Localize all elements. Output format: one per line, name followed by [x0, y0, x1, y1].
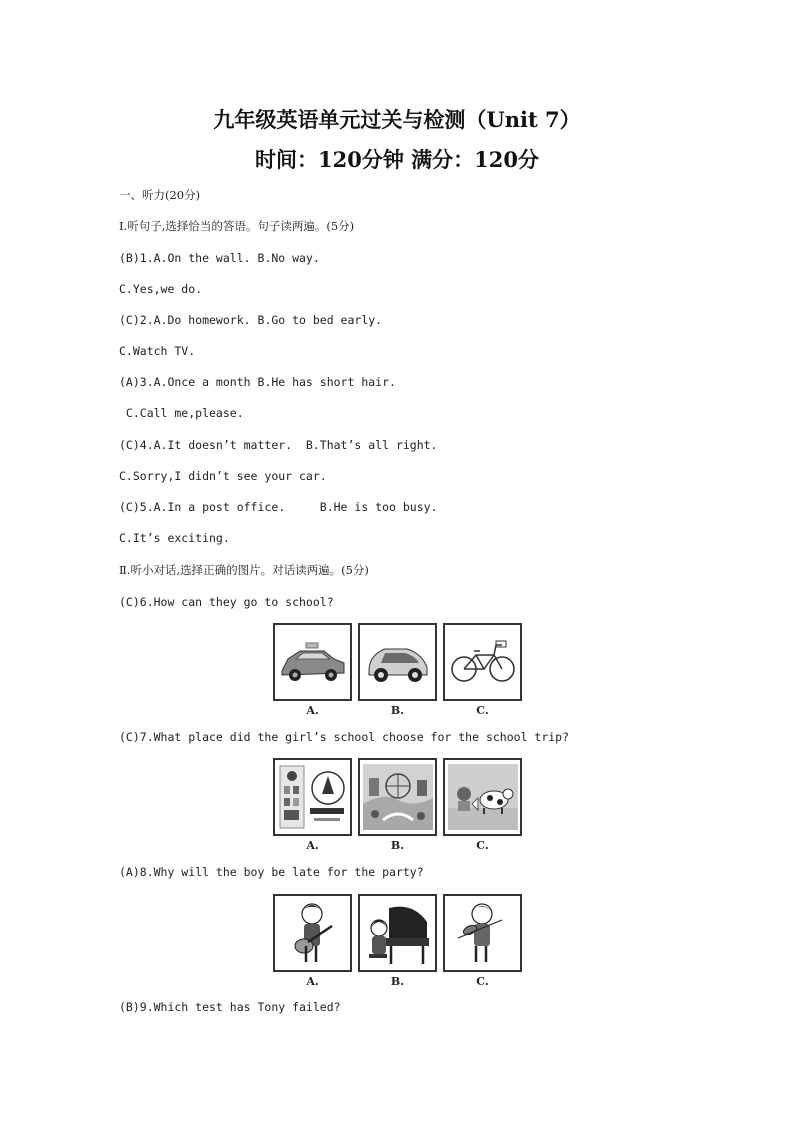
question-6: (C)6.How can they go to school? [119, 595, 334, 609]
question-8-pictures [273, 894, 522, 988]
question-line: (B)1.A.On the wall. B.No way. [119, 251, 320, 265]
option-b [358, 758, 437, 852]
option-label: C. [476, 704, 489, 717]
question-line: (C)5.A.In a post office. B.He is too busy. [119, 500, 438, 514]
question-line: (C)2.A.Do homework. B.Go to bed early. [119, 313, 383, 327]
option-label: C. [476, 975, 489, 988]
car-icon [363, 637, 433, 687]
question-6-pictures [273, 623, 522, 717]
girl-piano-icon [363, 898, 433, 968]
taxi-icon [278, 637, 348, 687]
option-c [443, 623, 522, 717]
question-line: C.Yes,we do. [119, 282, 203, 296]
question-7-pictures [273, 758, 522, 852]
question-line: (A)3.A.Once a month B.He has short hair. [119, 375, 396, 389]
section-heading: 一、听力(20分) [119, 188, 201, 202]
question-line: C.It’s exciting. [119, 531, 230, 545]
museum-poster-icon [278, 764, 348, 830]
option-label: B. [390, 839, 405, 852]
option-b [358, 894, 437, 988]
amusement-park-icon [363, 764, 433, 830]
question-8: (A)8.Why will the boy be late for the party? [119, 865, 424, 879]
option-c [443, 894, 522, 988]
bicycle-icon [448, 637, 518, 687]
question-line: C.Call me,please. [119, 406, 244, 420]
option-c [443, 758, 522, 852]
page-subtitle: 时间：120分钟 满分：120分 [255, 147, 539, 172]
option-a [273, 758, 352, 852]
option-label: A. [306, 839, 319, 852]
option-b [358, 623, 437, 717]
option-label: B. [390, 704, 405, 717]
question-9: (B)9.Which test has Tony failed? [119, 1000, 341, 1014]
boy-guitar-icon [278, 898, 348, 968]
part1-heading: Ⅰ.听句子,选择恰当的答语。句子读两遍。(5分) [119, 219, 355, 233]
question-7: (C)7.What place did the girl’s school choose for the school trip? [119, 730, 570, 744]
option-label: B. [390, 975, 405, 988]
option-label: A. [306, 975, 319, 988]
option-a [273, 894, 352, 988]
boy-violin-icon [448, 898, 518, 968]
option-label: C. [476, 839, 489, 852]
option-label: A. [306, 704, 319, 717]
question-line: C.Sorry,I didn’t see your car. [119, 469, 327, 483]
question-line: C.Watch TV. [119, 344, 196, 358]
option-a [273, 623, 352, 717]
farm-animals-icon [448, 764, 518, 830]
page-title: 九年级英语单元过关与检测（Unit 7） [213, 107, 581, 132]
question-line: (C)4.A.It doesn’t matter. B.That’s all right. [119, 438, 438, 452]
part2-heading: Ⅱ.听小对话,选择正确的图片。对话读两遍。(5分) [119, 563, 369, 577]
